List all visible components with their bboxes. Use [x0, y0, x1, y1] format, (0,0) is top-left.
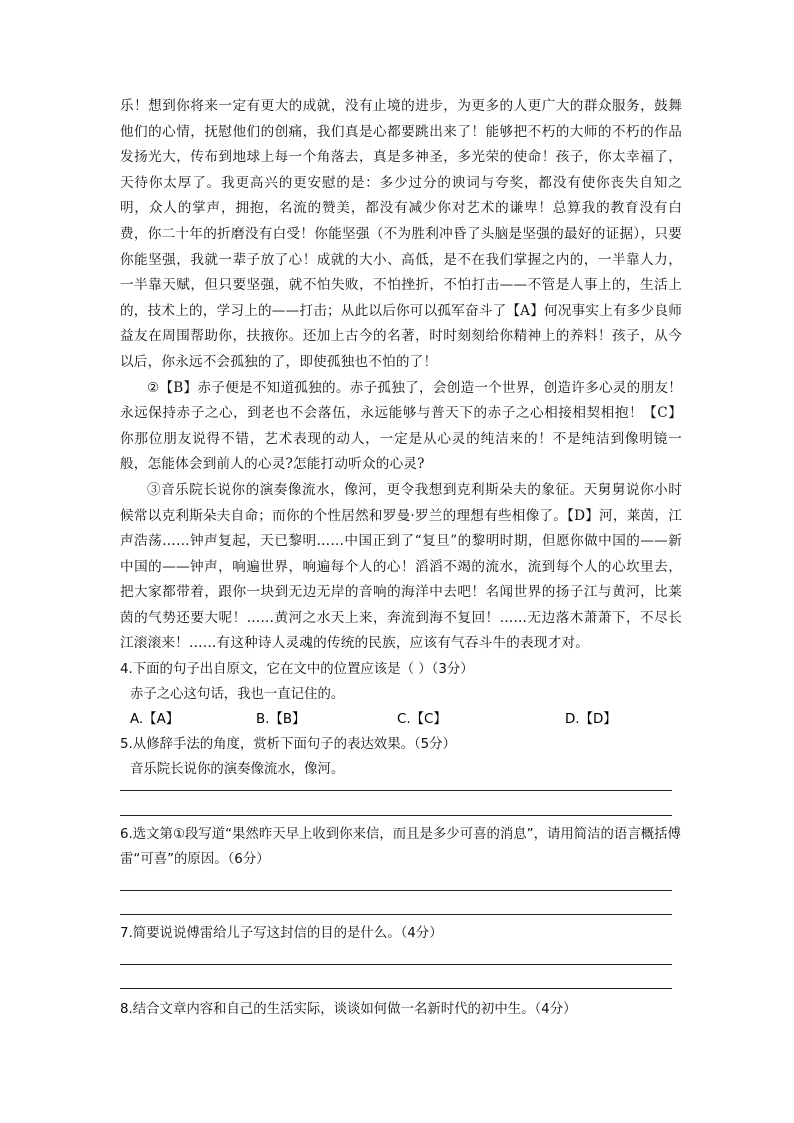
passage-paragraph-1: 乐！想到你将来一定有更大的成就，没有止境的进步，为更多的人更广大的群众服务，鼓舞他们的心情，抚慰他们的创痛，我们真是心都要跳出来了！能够把不朽的大师的不朽的作品发扬光大，传布到地球上每一个角落去，真是多神圣，多光荣的使命！孩子，你太幸福了，天待你太厚了。我更高兴的更安慰的是：多少过分的谀词与夸奖，都没有使你丧失自知之明，众人的掌声，拥抱，名流的赞美，都没有减少你对艺术的谦卑！总算我的教育没有白费，你二十年的折磨没有白受！你能坚强（不为胜利冲昏了头脑是坚强的最好的证据），只要你能坚强，我就一辈子放了心！成就的大小、高低，是不在我们掌握之内的，一半靠人力，一半靠天赋，但只要坚强，就不怕失败，不怕挫折，不怕打击——不管是人事上的，生活上的，技术上的，学习上的——打击；从此以后你可以孤军奋斗了【A】何况事实上有多少良师益友在周围帮助你，扶掖你。还加上古今的名著，时时刻刻给你精神上的养料！孩子，从今以后，你永远不会孤独的了，即使孤独也不怕的了！ — [120, 98, 682, 370]
question-5-stem: 5.从修辞手法的角度，赏析下面句子的表达效果。（5分） — [120, 737, 456, 753]
answer-line[interactable] — [120, 815, 672, 816]
question-6-stem: 6.选文第①段写道“果然昨天早上收到你来信，而且是多少可喜的消息”，请用简洁的语言概括傅雷“可喜”的原因。（6分） — [120, 827, 681, 868]
option-c[interactable]: C.【C】 — [397, 712, 447, 728]
question-7 — [120, 921, 682, 989]
answer-line[interactable] — [120, 914, 672, 915]
option-b[interactable]: B.【B】 — [256, 712, 306, 728]
passage-paragraph-2: ②【B】赤子便是不知道孤独的。赤子孤独了，会创造一个世界，创造许多心灵的朋友！永远保持赤子之心，到老也不会落伍，永远能够与普天下的赤子之心相接相契相抱！【C】你那位朋友说得不错，艺术表现的动人，一定是从心灵的纯洁来的！不是纯洁到像明镜一般，怎能体会到前人的心灵?怎能打动听众的心灵? — [120, 379, 682, 473]
question-8 — [120, 997, 682, 1022]
question-8-stem: 8.结合文章内容和自己的生活实际，谈谈如何做一名新时代的初中生。（4分） — [120, 1002, 577, 1018]
question-4-stem: 4.下面的句子出自原文，它在文中的位置应该是（ ）（3分） — [120, 662, 474, 678]
passage-paragraph-3: ③音乐院长说你的演奏像流水，像河，更令我想到克利斯朵夫的象征。天舅舅说你小时候常以克利斯朵夫自命；而你的个性居然和罗曼·罗兰的理想有些相像了。【D】河，莱茵，江声浩荡……钟声复起，天已黎明……中国正到了“复旦”的黎明时期，但愿你做中国的——新中国的——钟声，响遍世界，响遍每个人的心！滔滔不竭的流水，流到每个人的心坎里去，把大家都带着，跟你一块到无边无岸的音响的海洋中去吧！名闻世界的扬子江与黄河，比莱茵的气势还要大呢！……黄河之水天上来，奔流到海不复回！……无边落木萧萧下，不尽长江滚滚来！……有这种诗人灵魂的传统的民族，应该有气吞斗牛的表现才对。 — [120, 481, 682, 652]
question-4-options — [130, 707, 630, 732]
question-4 — [120, 657, 682, 732]
question-5 — [120, 732, 682, 816]
question-5-quote: 音乐院长说你的演奏像流水，像河。 — [130, 762, 345, 778]
option-a[interactable]: A.【A】 — [130, 712, 180, 728]
option-d[interactable]: D.【D】 — [565, 712, 617, 728]
question-7-stem: 7.简要说说傅雷给儿子写这封信的目的是什么。（4分） — [120, 926, 443, 942]
answer-line[interactable] — [120, 988, 672, 989]
question-4-quote: 赤子之心这句话，我也一直记住的。 — [130, 687, 345, 703]
page-content — [120, 94, 682, 1022]
question-6 — [120, 822, 682, 915]
